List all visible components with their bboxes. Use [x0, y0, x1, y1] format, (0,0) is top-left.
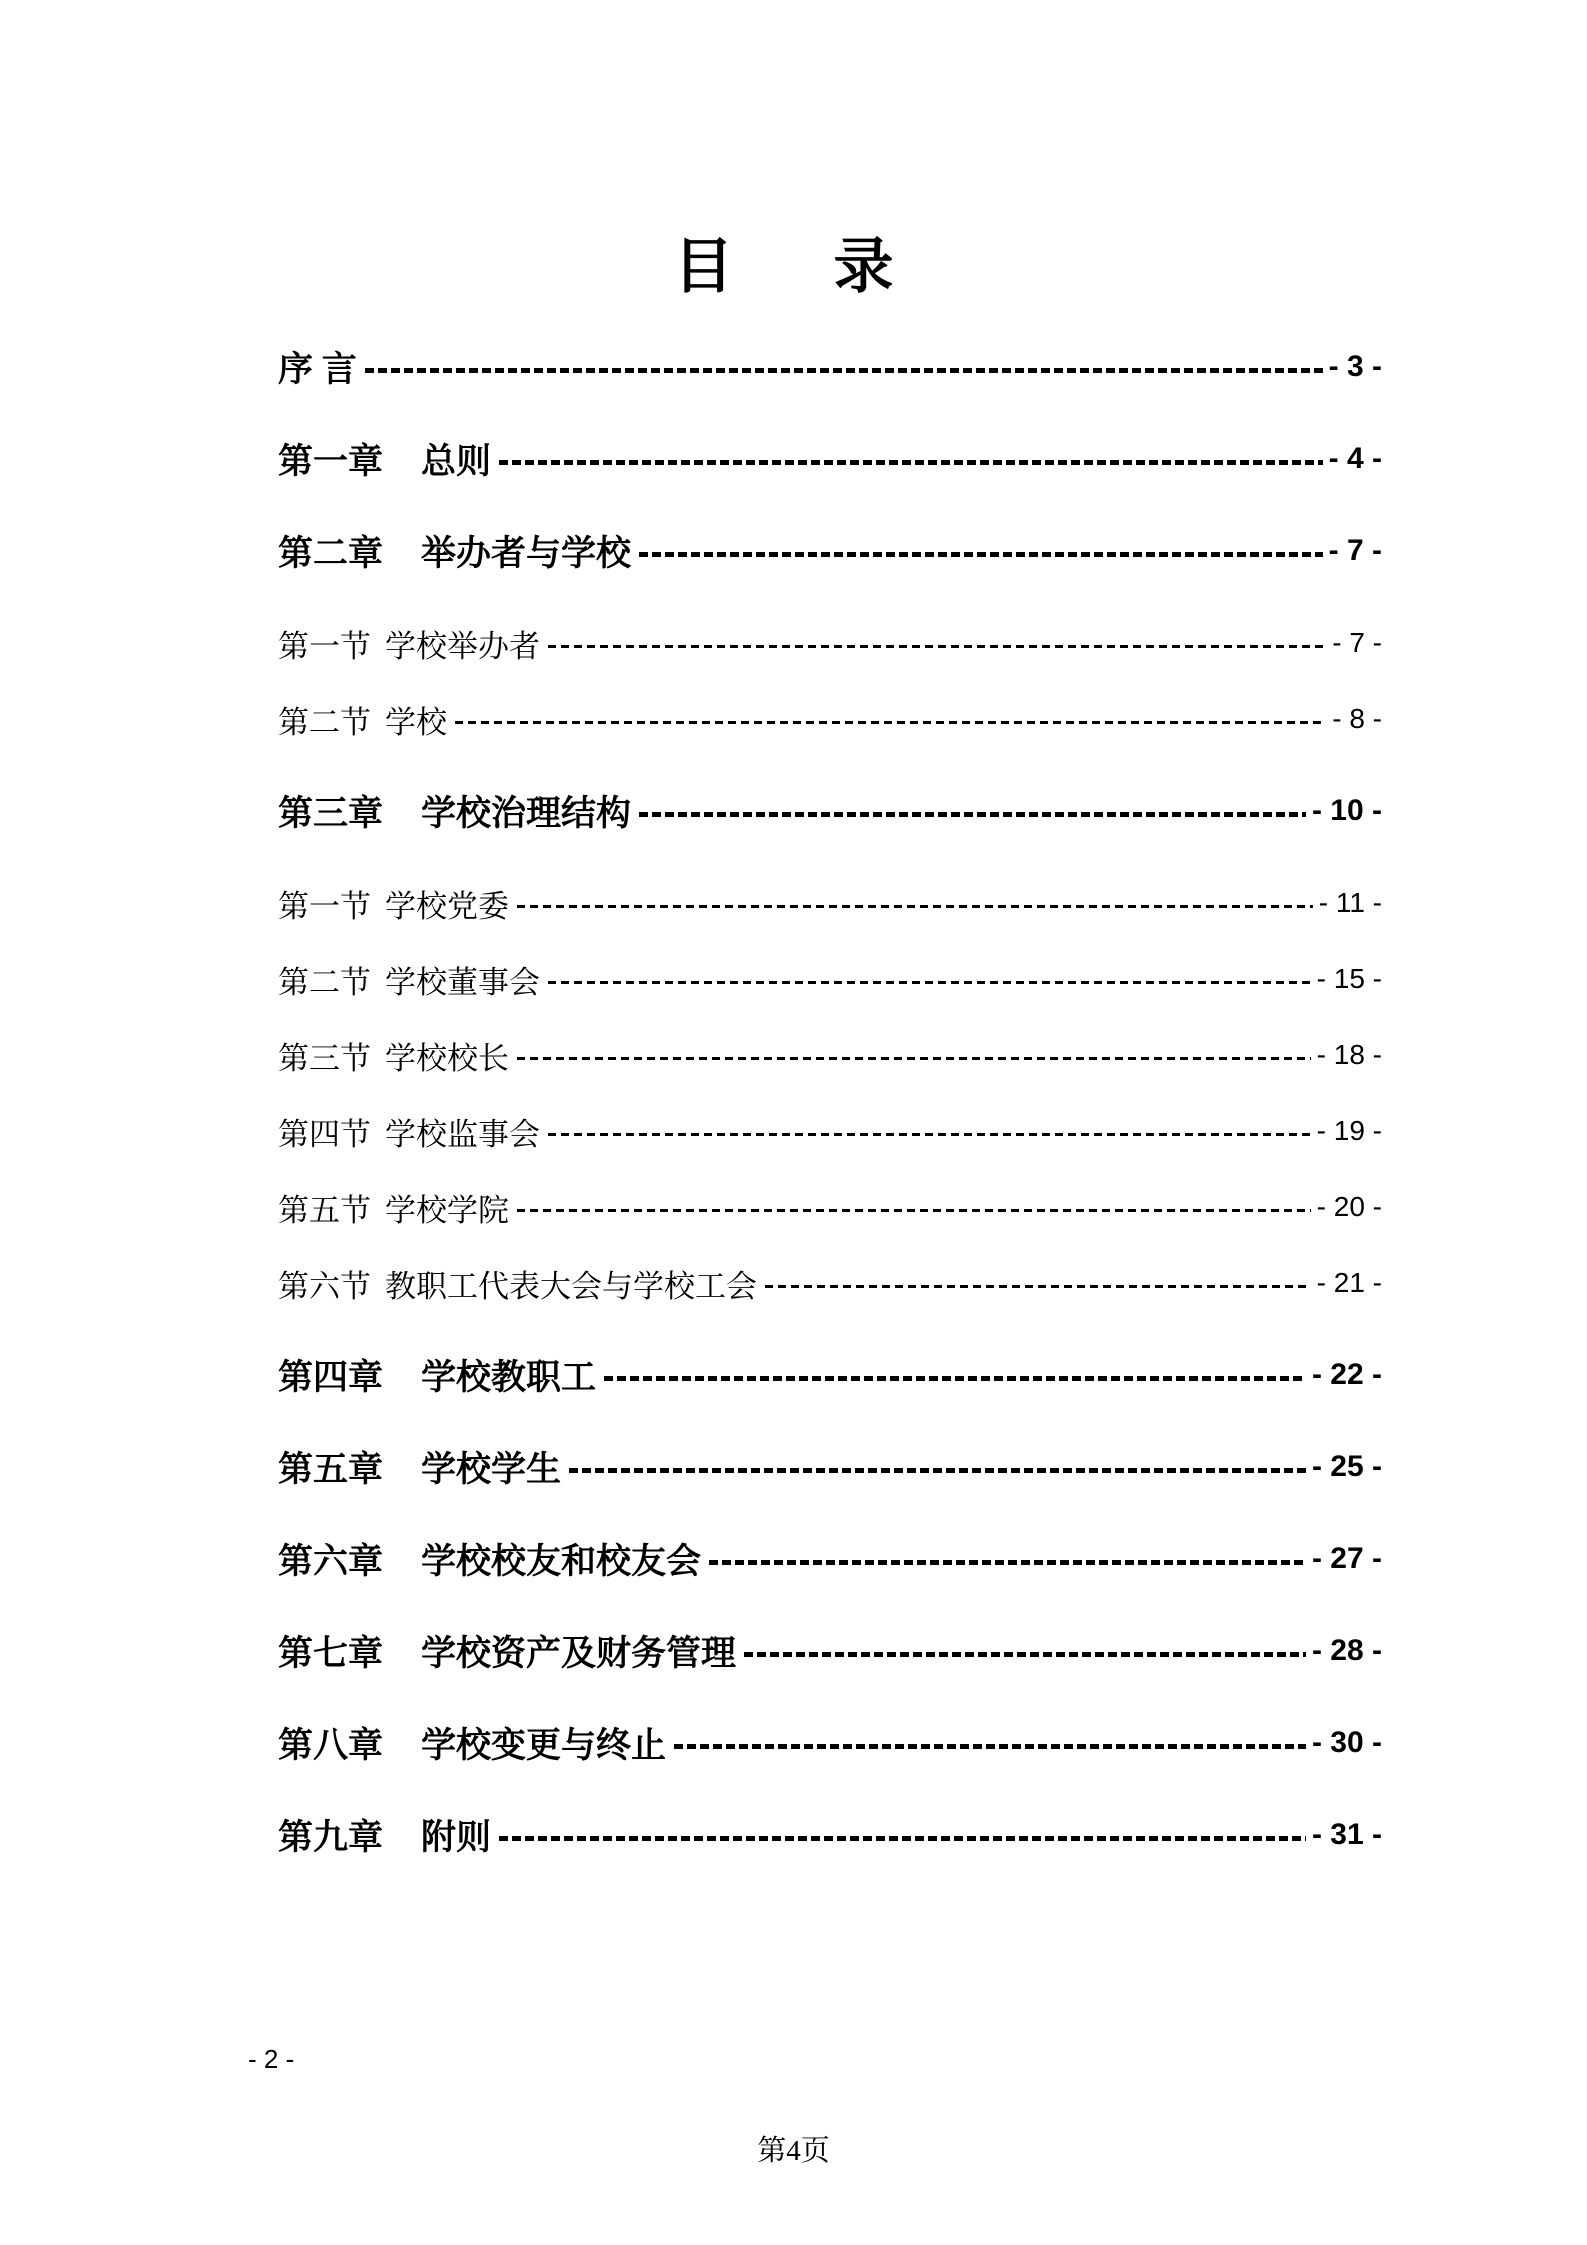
toc-entry — [278, 1353, 1382, 1397]
toc-entry-title: 学校变更与终止 — [421, 1726, 667, 1765]
toc-entry-label: 第八章 — [278, 1726, 384, 1765]
footer-page-label: 第4页 — [757, 2135, 830, 2167]
toc-entry — [278, 1261, 1382, 1305]
toc-entry-title: 学校资产及财务管理 — [421, 1634, 737, 1673]
toc-entry — [278, 1537, 1382, 1581]
toc-entry-label: 第三章 — [278, 794, 384, 833]
dotted-leader — [709, 1560, 1306, 1565]
toc-entry-label: 第二节 — [278, 964, 371, 1000]
toc-entry-label: 第一节 — [278, 888, 371, 924]
toc-entry — [278, 345, 1382, 389]
toc-entry-page-number: - 3 - — [1328, 350, 1382, 383]
toc-entry-label: 第九章 — [278, 1818, 384, 1857]
dotted-leader — [744, 1652, 1306, 1657]
toc-entry-label: 第六节 — [278, 1268, 371, 1304]
toc-entry-label: 第五章 — [278, 1450, 384, 1489]
toc-entry-title: 附则 — [421, 1818, 492, 1857]
toc-entry-label: 第四节 — [278, 1116, 371, 1152]
toc-entry-title: 学校监事会 — [385, 1116, 540, 1152]
dotted-leader — [548, 1133, 1311, 1136]
toc-entry-label: 第二章 — [278, 534, 384, 573]
toc-entry-title: 学校校长 — [385, 1040, 509, 1076]
dotted-leader — [499, 460, 1323, 465]
toc-entry — [278, 1109, 1382, 1153]
toc-entry-title: 学校党委 — [385, 888, 509, 924]
toc-entry-title: 举办者与学校 — [421, 534, 632, 573]
dotted-leader — [517, 905, 1313, 908]
dotted-leader — [499, 1836, 1306, 1841]
toc-entry-title: 学校 — [385, 704, 447, 740]
toc-entry — [278, 529, 1382, 573]
toc-entry — [278, 957, 1382, 1001]
toc-entry-page-number: - 25 - — [1311, 1450, 1382, 1483]
toc-entry-label: 第三节 — [278, 1040, 371, 1076]
toc-entry — [278, 1033, 1382, 1077]
toc-entry-page-number: - 20 - — [1316, 1191, 1382, 1222]
toc-entry-page-number: - 8 - — [1332, 703, 1382, 734]
toc-entry-page-number: - 15 - — [1316, 963, 1382, 994]
dotted-leader — [455, 721, 1326, 724]
toc-entry — [278, 789, 1382, 833]
page-title: 目 录 — [673, 234, 914, 300]
toc-entry-label: 第七章 — [278, 1634, 384, 1673]
toc-entry — [278, 1813, 1382, 1857]
toc-entry-title: 总则 — [421, 442, 492, 481]
toc-entry-label: 第二节 — [278, 704, 371, 740]
toc-entry-label: 第一章 — [278, 442, 384, 481]
toc-entry-page-number: - 4 - — [1328, 442, 1382, 475]
toc-entry-page-number: - 11 - — [1318, 887, 1382, 918]
dotted-leader — [569, 1468, 1306, 1473]
toc-entry-page-number: - 27 - — [1311, 1542, 1382, 1575]
toc-entry-title: 学校治理结构 — [421, 794, 632, 833]
toc-entry-page-number: - 18 - — [1316, 1039, 1382, 1070]
toc-entry-label: 第五节 — [278, 1192, 371, 1228]
toc-entry-title: 学校学生 — [421, 1450, 562, 1489]
toc-entry-page-number: - 7 - — [1332, 627, 1382, 658]
toc-entry-label: 序 言 — [278, 350, 357, 389]
toc-list — [278, 345, 1382, 1857]
dotted-leader — [548, 981, 1311, 984]
toc-entry-title: 学校学院 — [385, 1192, 509, 1228]
toc-entry-page-number: - 22 - — [1311, 1358, 1382, 1391]
toc-entry — [278, 1185, 1382, 1229]
dotted-leader — [365, 368, 1323, 373]
dotted-leader — [517, 1057, 1311, 1060]
toc-entry-page-number: - 30 - — [1311, 1726, 1382, 1759]
dotted-leader — [674, 1744, 1306, 1749]
dotted-leader — [765, 1285, 1311, 1288]
toc-entry-label: 第一节 — [278, 628, 371, 664]
toc-entry-label: 第六章 — [278, 1542, 384, 1581]
toc-entry-page-number: - 31 - — [1311, 1818, 1382, 1851]
toc-entry — [278, 1629, 1382, 1673]
toc-entry — [278, 1445, 1382, 1489]
dotted-leader — [517, 1209, 1311, 1212]
dotted-leader — [548, 645, 1326, 648]
toc-entry-page-number: - 28 - — [1311, 1634, 1382, 1667]
toc-entry — [278, 881, 1382, 925]
toc-entry-title: 教职工代表大会与学校工会 — [385, 1268, 757, 1304]
toc-entry — [278, 697, 1382, 741]
toc-entry — [278, 621, 1382, 665]
word-page-number: - 2 - — [248, 2044, 295, 2074]
toc-entry — [278, 1721, 1382, 1765]
toc-entry-title: 学校举办者 — [385, 628, 540, 664]
toc-entry-label: 第四章 — [278, 1358, 384, 1397]
toc-entry-page-number: - 21 - — [1316, 1267, 1382, 1298]
dotted-leader — [639, 552, 1323, 557]
toc-entry-page-number: - 10 - — [1311, 794, 1382, 827]
toc-entry-title: 学校董事会 — [385, 964, 540, 1000]
toc-entry-title: 学校教职工 — [421, 1358, 597, 1397]
dotted-leader — [604, 1376, 1306, 1381]
dotted-leader — [639, 812, 1306, 817]
toc-entry-page-number: - 19 - — [1316, 1115, 1382, 1146]
toc-entry-title: 学校校友和校友会 — [421, 1542, 702, 1581]
toc-entry — [278, 437, 1382, 481]
toc-entry-page-number: - 7 - — [1328, 534, 1382, 567]
